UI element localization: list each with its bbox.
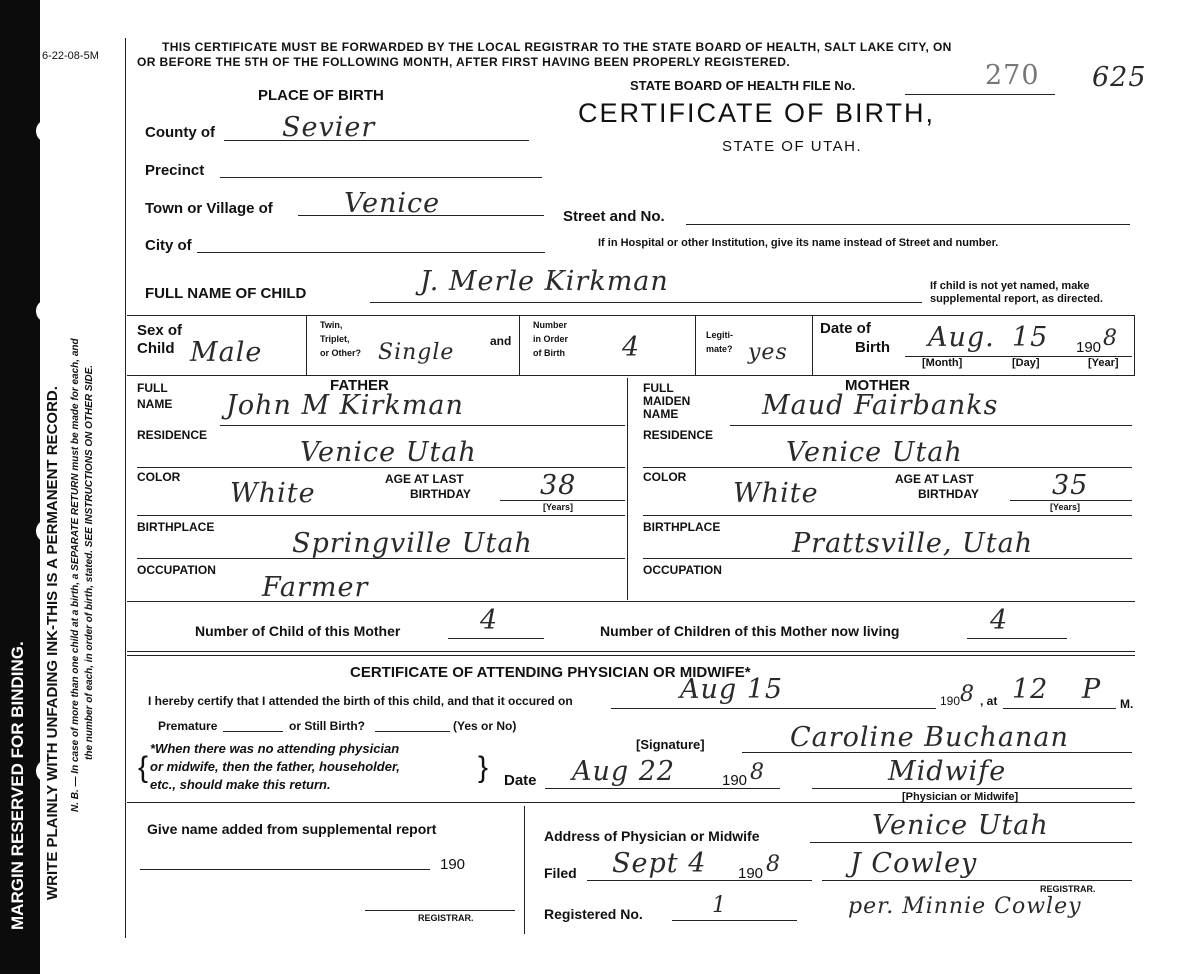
father-age-label-line1: AGE AT LAST: [385, 472, 464, 486]
order-label-line1: Number: [533, 320, 568, 330]
date-value: Aug 22: [572, 756, 676, 787]
file-number-value: 270: [985, 60, 1040, 91]
supp-registrar-line: [365, 910, 515, 911]
father-color-label: COLOR: [137, 470, 181, 484]
twin-label-line1: Twin,: [320, 320, 343, 330]
child-name-line: [370, 302, 922, 303]
father-birthplace-value: Springville Utah: [292, 528, 533, 559]
dob-year-suffix: 8: [1103, 326, 1118, 351]
order-label-line3: of Birth: [533, 348, 565, 358]
name-note-line2: supplemental report, as directed.: [930, 293, 1103, 305]
mother-color-value: White: [733, 478, 819, 509]
occurred-date-value: Aug 15: [680, 674, 784, 705]
father-birthplace-label: BIRTHPLACE: [137, 520, 215, 534]
mother-heading: MOTHER: [845, 377, 910, 394]
and-label: and: [490, 334, 512, 348]
sex-twin-divider: [306, 315, 307, 375]
title-label: [Physician or Midwife]: [902, 791, 1019, 803]
street-label: Street and No.: [563, 208, 665, 225]
occurred-year-prefix: 190: [940, 694, 961, 708]
margin-note-line1: N. B. — In case of more than one child at a birth, a SEPARATE RETURN must be made for each, and: [70, 338, 81, 812]
form-left-border: [125, 38, 126, 938]
row-border-top: [127, 315, 1135, 316]
father-name-value: John M Kirkman: [226, 390, 464, 421]
living-count-line: [967, 638, 1067, 639]
footer-divider: [524, 806, 525, 934]
date-year-suffix: 8: [750, 760, 765, 785]
father-full-label: FULL: [137, 381, 168, 395]
certificate-title: CERTIFICATE OF BIRTH,: [578, 98, 936, 128]
child-name-label: FULL NAME OF CHILD: [145, 285, 307, 302]
twin-order-divider: [519, 315, 520, 375]
mother-occupation-label: OCCUPATION: [643, 563, 722, 577]
sex-value: Male: [190, 337, 263, 368]
row-border-bottom: [127, 375, 1135, 376]
place-of-birth-heading: PLACE OF BIRTH: [258, 87, 384, 104]
occurred-year-suffix: 8: [960, 682, 975, 707]
title-value: Midwife: [888, 756, 1007, 787]
at-label: , at: [980, 694, 998, 708]
name-note-line1: If child is not yet named, make: [930, 280, 1090, 292]
form-code: 6-22-08-5M: [42, 50, 99, 62]
occurred-date-line: [611, 708, 936, 709]
filed-line: [587, 880, 812, 881]
father-occupation-label: OCCUPATION: [137, 563, 216, 577]
supp-registrar-label: REGISTRAR.: [418, 913, 474, 923]
legit-label-line2: mate?: [706, 344, 733, 354]
parents-bottom-line: [127, 601, 1135, 602]
father-residence-value: Venice Utah: [300, 437, 477, 468]
physician-top-line-a: [127, 651, 1135, 652]
extra-file-number: 625: [1092, 62, 1147, 93]
occurred-ampm: P: [1082, 674, 1102, 705]
torn-notch: [36, 120, 56, 142]
legit-dob-divider: [812, 315, 813, 375]
yes-no-label: (Yes or No): [453, 719, 517, 733]
father-age-line: [500, 500, 625, 501]
mother-birthplace-label: BIRTHPLACE: [643, 520, 721, 534]
child-count-value: 4: [480, 605, 499, 636]
father-residence-label: RESIDENCE: [137, 428, 208, 442]
city-line: [197, 252, 545, 253]
living-count-label: Number of Children of this Mother now living: [600, 623, 900, 639]
mother-age-line: [1010, 500, 1132, 501]
father-color-row-line: [137, 515, 625, 516]
dob-label-line1: Date of: [820, 320, 871, 337]
premature-line: [223, 731, 283, 732]
mother-age-label-line2: BIRTHDAY: [918, 487, 979, 501]
mother-color-row-line: [643, 515, 1132, 516]
town-value: Venice: [344, 188, 441, 219]
dob-month-value: Aug.: [928, 322, 995, 353]
occurred-time-line: [1003, 708, 1116, 709]
registrar-line: [822, 880, 1132, 881]
legit-value: yes: [748, 340, 788, 365]
date-label: Date: [504, 772, 537, 789]
note-left-brace: {: [138, 751, 149, 784]
child-count-line: [448, 638, 544, 639]
order-label-line2: in Order: [533, 334, 569, 344]
father-occupation-value: Farmer: [262, 572, 369, 603]
twin-label-line2: Triplet,: [320, 334, 350, 344]
filed-year-suffix: 8: [766, 852, 781, 877]
year-label: [Year]: [1088, 357, 1119, 369]
certificate-subtitle: STATE OF UTAH.: [722, 138, 863, 155]
address-value: Venice Utah: [872, 810, 1049, 841]
sex-label-line1: Sex of: [137, 322, 183, 339]
star-note-line3: etc., should make this return.: [150, 777, 331, 792]
sex-label-line2: Child: [137, 340, 175, 357]
mother-years-label: [Years]: [1050, 502, 1081, 512]
living-count-value: 4: [990, 605, 1009, 636]
note-right-brace: }: [478, 751, 489, 784]
order-value: 4: [622, 332, 641, 363]
father-age-label-line2: BIRTHDAY: [410, 487, 471, 501]
per-registrar-value: per. Minnie Cowley: [848, 894, 1082, 919]
father-birthplace-line: [137, 558, 625, 559]
twin-label-line3: or Other?: [320, 348, 362, 358]
margin-ink-text: WRITE PLAINLY WITH UNFADING INK-THIS IS A PERMANENT RECORD.: [44, 386, 61, 900]
twin-value: Single: [378, 340, 455, 365]
star-note-line1: *When there was no attending physician: [150, 741, 400, 756]
mother-age-label-line1: AGE AT LAST: [895, 472, 974, 486]
supplemental-label: Give name added from supplemental report: [147, 821, 437, 837]
mother-full-label: FULL: [643, 381, 674, 395]
physician-bottom-line: [127, 802, 1135, 803]
day-label: [Day]: [1012, 357, 1040, 369]
signature-value: Caroline Buchanan: [790, 722, 1069, 753]
mother-birthplace-value: Prattsville, Utah: [792, 528, 1034, 559]
date-year-prefix: 190: [722, 772, 748, 789]
dob-year-prefix: 190: [1076, 339, 1102, 356]
title-line: [812, 788, 1132, 789]
signature-label: [Signature]: [636, 737, 705, 752]
registrar-signature: J Cowley: [850, 848, 978, 879]
forwarding-notice-line1: THIS CERTIFICATE MUST BE FORWARDED BY THE LOCAL REGISTRAR TO THE STATE BOARD OF HEALTH, SALT LAKE CITY, ON: [162, 40, 952, 54]
row-border-right: [1134, 315, 1135, 375]
occurred-hour: 12: [1012, 674, 1049, 705]
mother-maiden-label: MAIDEN: [643, 394, 691, 408]
precinct-label: Precinct: [145, 162, 205, 179]
father-heading: FATHER: [330, 377, 389, 394]
mother-birthplace-line: [643, 558, 1132, 559]
legit-label-line1: Legiti-: [706, 330, 733, 340]
still-birth-label: or Still Birth?: [289, 719, 365, 733]
child-count-label: Number of Child of this Mother: [195, 623, 401, 639]
father-age-value: 38: [540, 470, 577, 501]
precinct-line: [220, 177, 542, 178]
margin-binding-text: MARGIN RESERVED FOR BINDING.: [8, 641, 27, 930]
father-color-value: White: [230, 478, 316, 509]
child-name-value: J. Merle Kirkman: [420, 266, 669, 297]
dob-day-value: 15: [1012, 322, 1049, 353]
parents-divider: [627, 378, 628, 600]
mother-residence-label: RESIDENCE: [643, 428, 714, 442]
registered-label: Registered No.: [544, 906, 643, 922]
mother-name-value: Maud Fairbanks: [762, 390, 999, 421]
street-note: If in Hospital or other Institution, give its name instead of Street and number.: [598, 237, 999, 249]
torn-notch: [36, 300, 56, 322]
county-label: County of: [145, 124, 215, 141]
address-label: Address of Physician or Midwife: [544, 828, 760, 844]
registrar-label: REGISTRAR.: [1040, 884, 1096, 894]
month-label: [Month]: [922, 357, 963, 369]
m-label: M.: [1120, 697, 1134, 711]
supplemental-line: [140, 869, 430, 870]
forwarding-notice-line2: OR BEFORE THE 5TH OF THE FOLLOWING MONTH, AFTER FIRST HAVING BEEN PROPERLY REGISTERED.: [137, 55, 791, 69]
mother-age-value: 35: [1052, 470, 1089, 501]
file-number-line: [905, 94, 1055, 95]
mother-residence-value: Venice Utah: [786, 437, 963, 468]
star-note-line2: or midwife, then the father, householder,: [150, 759, 400, 774]
filed-label: Filed: [544, 865, 577, 881]
town-label: Town or Village of: [145, 200, 273, 217]
registered-line: [672, 920, 797, 921]
father-years-label: [Years]: [543, 502, 574, 512]
physician-heading: CERTIFICATE OF ATTENDING PHYSICIAN OR MIDWIFE*: [350, 664, 751, 681]
physician-top-line-b: [127, 655, 1135, 656]
registered-value: 1: [712, 893, 727, 918]
dob-label-line2: Birth: [855, 339, 890, 356]
county-value: Sevier: [282, 112, 376, 143]
premature-label: Premature: [158, 719, 218, 733]
mother-name-line: [730, 425, 1132, 426]
father-name-line: [220, 425, 625, 426]
certify-text: I hereby certify that I attended the birth of this child, and that it occured on: [148, 694, 573, 708]
margin-note-line2: the number of each, in order of birth, stated. SEE INSTRUCTIONS ON OTHER SIDE.: [84, 364, 95, 760]
county-line: [224, 140, 529, 141]
filed-year-prefix: 190: [738, 865, 764, 882]
supp-year-prefix: 190: [440, 856, 466, 873]
still-birth-line: [375, 731, 450, 732]
father-name-label: NAME: [137, 397, 173, 411]
address-line: [810, 842, 1132, 843]
file-number-label: STATE BOARD OF HEALTH FILE No.: [630, 78, 856, 93]
city-label: City of: [145, 237, 192, 254]
order-legit-divider: [695, 315, 696, 375]
mother-color-label: COLOR: [643, 470, 687, 484]
street-line: [686, 224, 1130, 225]
mother-name-label: NAME: [643, 407, 679, 421]
filed-value: Sept 4: [612, 848, 707, 879]
